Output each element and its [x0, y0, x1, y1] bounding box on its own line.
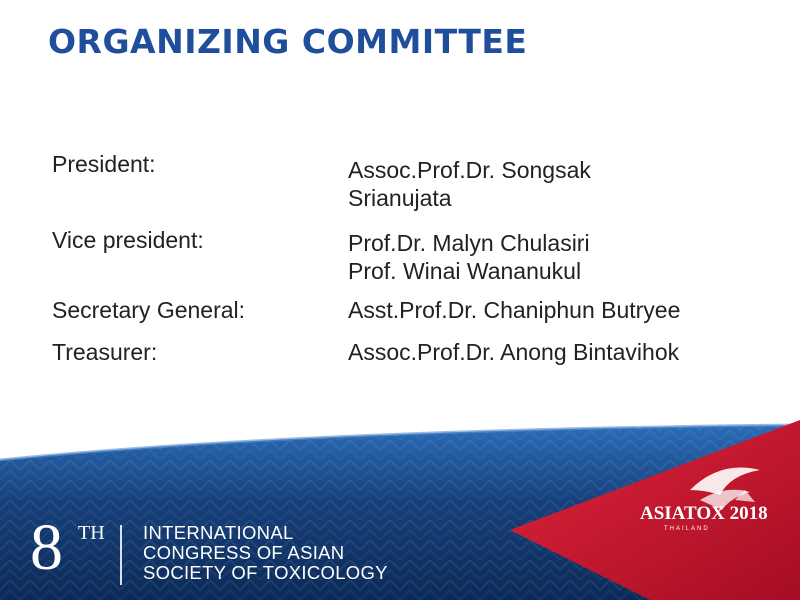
member-name: Assoc.Prof.Dr. Anong Bintavihok	[348, 339, 680, 365]
member-name: Asst.Prof.Dr. Chaniphun Butryee	[348, 297, 681, 323]
congress-line-3: SOCIETY OF TOXICOLOGY	[143, 562, 388, 583]
member-names	[348, 338, 679, 366]
asiatox-logo-subtext: THAILAND	[664, 526, 710, 532]
slide-title: ORGANIZING COMMITTEE	[48, 22, 528, 61]
member-names	[348, 229, 590, 285]
member-name: Srianujata	[348, 185, 452, 211]
edition-number: 8	[30, 511, 63, 584]
edition-superscript: TH	[78, 522, 105, 544]
role-label: President:	[52, 151, 156, 177]
role-label: Vice president:	[52, 227, 204, 253]
member-names	[348, 296, 680, 324]
footer-divider	[120, 525, 122, 585]
congress-line-1: INTERNATIONAL	[143, 522, 294, 543]
member-names	[348, 156, 591, 212]
member-name: Assoc.Prof.Dr. Songsak	[348, 157, 591, 183]
asiatox-logo-text: ASIATOX 2018	[640, 503, 768, 524]
role-label: Secretary General:	[52, 297, 246, 323]
member-name: Prof.Dr. Malyn Chulasiri	[348, 230, 590, 256]
congress-line-2: CONGRESS OF ASIAN	[143, 542, 345, 563]
role-label: Treasurer:	[52, 339, 158, 365]
congress-name	[143, 523, 388, 583]
member-name: Prof. Winai Wananukul	[348, 258, 582, 284]
